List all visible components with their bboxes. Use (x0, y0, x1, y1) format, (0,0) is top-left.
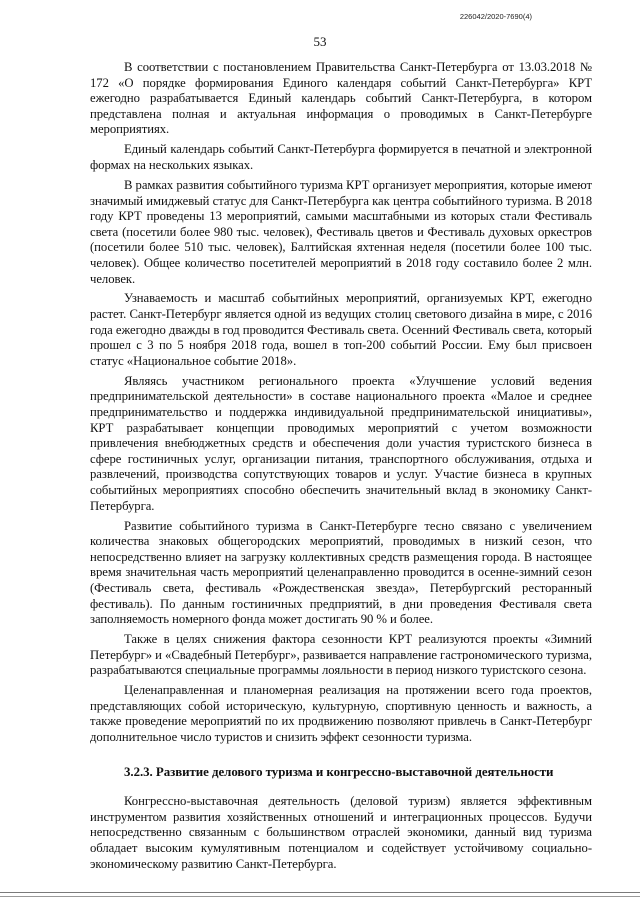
scan-edge-line (0, 896, 640, 897)
document-body (90, 60, 592, 872)
body-paragraph: Являясь участником регионального проекта «Улучшение условий ведения предпринимательской деятельности» в составе национального проекта «Малое и среднее предпринимательство и поддержка индивидуальной предпринимательской инициативы», КРТ разрабатывает концепции проводимых мероприятий с учетом возможности привлечения внебюджетных средств и обеспечения доли участия туристского бизнеса в сфере гостиничных услуг, организации питания, транспортного обслуживания, отдыха и развлечений, производства сопутствующих товаров и услуг. Участие бизнеса в крупных событийных мероприятиях способно обеспечить значительный вклад в экономику Санкт-Петербурга. (90, 373, 592, 513)
body-paragraph: В рамках развития событийного туризма КРТ организует мероприятия, которые имеют значимый имиджевый статус для Санкт-Петербурга как центра событийного туризма. В 2018 году КРТ проведены 13 мероприятий, самыми масштабными из которых стали Фестиваль света (посетили более 980 тыс. человек), Фестиваль цветов и Фестиваль духовых оркестров (посетили более 510 тыс. человек), Балтийская яхтенная неделя (посетили более 100 тыс. человек). Общее количество посетителей мероприятий в 2018 году составило более 2 млн. человек. (90, 177, 592, 286)
body-paragraph: Целенаправленная и планомерная реализация на протяжении всего года проектов, представляющих собой историческую, культурную, спортивную ценность и важность, а также проведение мероприятий по их продвижению позволяют привлечь в Санкт-Петербург дополнительное число туристов и снизить эффект сезонности туризма. (90, 683, 592, 745)
body-paragraph: Узнаваемость и масштаб событийных мероприятий, организуемых КРТ, ежегодно растет. Санкт-Петербург является одной из ведущих столиц светового дизайна в мире, с 2016 года ежегодно дважды в год проводится Фестиваль света. Осенний Фестиваль света, который прошел с 3 по 5 ноября 2018 года, вошел в топ-200 событий России. Ему был присвоен статус «Национальное событие 2018». (90, 291, 592, 368)
section-paragraph: Конгрессно-выставочная деятельность (деловой туризм) является эффективным инструментом развития хозяйственных отношений и интеграционных процессов. Будучи непосредственно связанным с большинством отраслей экономики, данный вид туризма обладает высоким кумулятивным потенциалом и содействует устойчивому социально-экономическому развитию Санкт-Петербурга. (90, 794, 592, 871)
page-number: 53 (313, 34, 327, 49)
body-paragraph: Также в целях снижения фактора сезонности КРТ реализуются проекты «Зимний Петербург» и «Свадебный Петербург», развивается направление гастрономического туризма, разрабатываются специальные программы лояльности в период низкого туристского сезона. (90, 632, 592, 678)
body-paragraph: В соответствии с постановлением Правительства Санкт-Петербурга от 13.03.2018 № 172 «О порядке формирования Единого календаря событий Санкт-Петербурга» КРТ ежегодно разрабатывается Единый календарь событий Санкт-Петербурга, в котором представлена полная и актуальная информация о проводимых в Санкт-Петербурге мероприятиях. (90, 60, 592, 137)
scan-edge-line (0, 892, 640, 893)
document-id: 226042/2020-7690(4) (459, 12, 532, 21)
body-paragraph: Единый календарь событий Санкт-Петербурга формируется в печатной и электронной формах на нескольких языках. (90, 142, 592, 172)
body-paragraph: Развитие событийного туризма в Санкт-Петербурге тесно связано с увеличением количества знаковых общегородских мероприятий, проводимых в низкий сезон, что непосредственно влияет на загрузку коллективных средств размещения города. В настоящее время значительная часть мероприятий целенаправленно проводится в осенне-зимний сезон (Фестиваль света, фестиваль «Рождественская звезда», Петербургский ресторанный фестиваль). По данным гостиничных предприятий, в дни проведения Фестиваля света заполняемость номерного фонда может достигать 90 % и более. (90, 518, 592, 627)
section-heading: 3.2.3. Развитие делового туризма и конгрессно-выставочной деятельности (124, 764, 554, 779)
